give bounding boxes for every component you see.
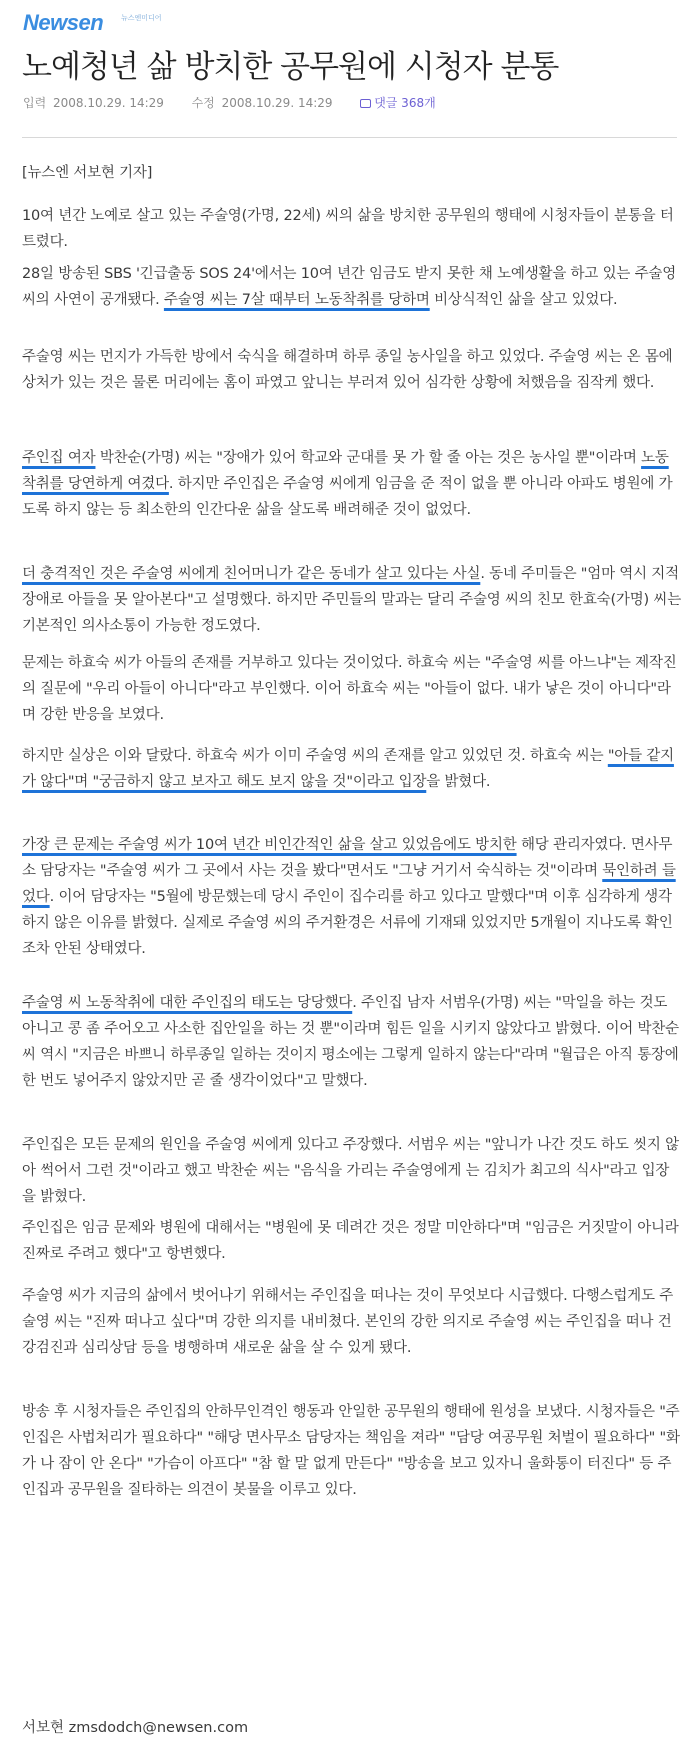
highlighted-text: 더 충격적인 것은 주술영 씨에게 친어머니가 같은 동네가 살고 있다는 사실	[22, 566, 481, 582]
article-meta	[23, 94, 439, 111]
paragraph-text: . 주인집 남자 서범우(가명) 씨는 "막일을 하는 것도 아니고 콩 좀 주어오고 사소한 집안일을 하는 것 뿐"이라며 힘든 일을 시키지 않았다고 밝혔다. 이어 박찬순 씨 역시 "지금은 바쁘니 하루종일 일하는 것이지 평소에는 그렇게 일하지 않는다"라며 "월급은 아직 통장에 한 번도 넣어주지 않았지만 곧 줄 생각이었다"고 말했다.	[22, 995, 679, 1089]
article-paragraph	[22, 1215, 682, 1267]
paragraph-text: 박찬순(가명) 씨는 "장애가 있어 학교와 군대를 못 가 할 줄 아는 것은 농사일 뿐"이라며	[95, 450, 642, 466]
paragraph-text: 주인집은 모든 문제의 원인을 주술영 씨에게 있다고 주장했다. 서범우 씨는 "앞니가 나간 것도 하도 씻지 않아 썩어서 그런 것"이라고 했고 박찬순 씨는 "음식을 가리는 주술영에게 는 김치가 최고의 식사"라고 입장을 밝혔다.	[22, 1137, 679, 1205]
highlighted-text: 주술영 씨 노동착취에 대한 주인집의 태도는 당당했다	[22, 995, 353, 1011]
paragraph-text: 비상식적인 삶을 살고 있었다.	[429, 292, 618, 308]
comments-count: 댓글 368개	[374, 96, 436, 110]
article-paragraph	[22, 344, 682, 396]
paragraph-text: 주술영 씨가 지금의 삶에서 벗어나기 위해서는 주인집을 떠나는 것이 무엇보다 시급했다. 다행스럽게도 주술영 씨는 "진짜 떠나고 싶다"며 강한 의지를 내비쳤다. 본인의 강한 의지로 주술영 씨는 주인집을 떠나 건강검진과 심리상담 등을 병행하며 새로운 삶을 살 수 있게 됐다.	[22, 1288, 674, 1356]
paragraph-text: . 하지만 주인집은 주술영 씨에게 임금을 준 적이 없을 뿐 아니라 아파도 병원에 가도록 하지 않는 등 최소한의 인간다운 삶을 살도록 배려해준 것이 없었다.	[22, 476, 673, 518]
highlighted-text: 주인집 여자	[22, 450, 96, 466]
paragraph-text: 주술영 씨는 먼지가 가득한 방에서 숙식을 해결하며 하루 종일 농사일을 하고 있었다. 주술영 씨는 온 몸에 상처가 있는 것은 물론 머리에는 홈이 파였고 앞니는 부러져 있어 심각한 상황에 처했음을 짐작케 했다.	[22, 349, 673, 391]
highlighted-text: 묵인하려 들었다	[22, 863, 676, 905]
paragraph-text: 10여 년간 노예로 살고 있는 주술영(가명, 22세) 씨의 삶을 방치한 공무원의 행태에 시청자들이 분통을 터트렸다.	[22, 208, 674, 250]
article-paragraph	[22, 561, 682, 639]
paragraph-text: 방송 후 시청자들은 주인집의 안하무인격인 행동과 안일한 공무원의 행태에 원성을 보냈다. 시청자들은 "주인집은 사법처리가 필요하다" "해당 면사무소 담당자는 책임을 져라" "담당 여공무원 처벌이 필요하다" "화가 나 잠이 안 온다" "가슴이 아프다" "참 할 말 없게 만든다" "방송을 보고 있자니 울화통이 터진다" 등 주인집과 공무원을 질타하는 의견이 봇물을 이루고 있다.	[22, 1404, 680, 1498]
article-paragraph	[22, 990, 682, 1094]
article-paragraph	[22, 1399, 682, 1503]
reporter-tag: [뉴스엔 서보현 기자]	[22, 165, 153, 181]
paragraph-text: 주인집은 임금 문제와 병원에 대해서는 "병원에 못 데려간 것은 정말 미안하다"며 "임금은 거짓말이 아니라 진짜로 주려고 했다"고 항변했다.	[22, 1220, 679, 1262]
logo-subtext: 뉴스엔미디어	[121, 14, 162, 22]
paragraph-text: 을 밝혔다.	[426, 774, 491, 790]
header-divider	[22, 137, 677, 138]
article-paragraph	[22, 743, 682, 795]
paragraph-text: 해당 관리자였다. 면사무소 담당자는 "주술영 씨가 그 곳에서 사는 것을 봤다"면서도 "그냥 거기서 숙식하는 것"이라며	[22, 837, 673, 879]
paragraph-text: 문제는 하효숙 씨가 아들의 존재를 거부하고 있다는 것이었다. 하효숙 씨는 "주술영 씨를 아느냐"는 제작진의 질문에 "우리 아들이 아니다"라고 부인했다. 이어 하효숙 씨는 "아들이 없다. 내가 낳은 것이 아니다"라며 강한 반응을 보였다.	[22, 655, 677, 723]
article-paragraph	[22, 1132, 682, 1210]
article-paragraph	[22, 650, 682, 728]
comment-icon	[360, 99, 371, 108]
paragraph-text: 하지만 실상은 이와 달랐다. 하효숙 씨가 이미 주술영 씨의 존재를 알고 있었던 것. 하효숙 씨는	[22, 748, 608, 764]
comments-link[interactable]	[360, 96, 439, 110]
article-byline: 서보현 zmsdodch@newsen.com	[22, 1720, 249, 1736]
paragraph-text: 28일 방송된 SBS '긴급출동 SOS 24'에서는 10여 년간 임금도 받지 못한 채 노예생활을 하고 있는 주술영 씨의 사연이 공개됐다.	[22, 266, 677, 308]
input-time: 2008.10.29. 14:29	[53, 96, 164, 110]
article-paragraph	[22, 1283, 682, 1361]
newsen-logo[interactable]	[23, 10, 162, 40]
highlighted-text: "아들 같지가 않다"며 "궁금하지 않고 보자고 해도 보지 않을 것"이라고 입장	[22, 748, 674, 790]
paragraph-text: . 이어 담당자는 "5월에 방문했는데 당시 주인이 집수리를 하고 있다고 말했다"며 이후 심각하게 생각하지 않은 이유를 밝혔다. 실제로 주술영 씨의 주거환경은 서류에 기재돼 있었지만 5개월이 지나도록 확인조차 안된 상태였다.	[22, 889, 673, 957]
article-paragraph	[22, 261, 682, 313]
edit-label: 수정	[191, 96, 215, 110]
article-paragraph	[22, 832, 682, 962]
logo-text: Newsen	[23, 10, 104, 35]
edit-time: 2008.10.29. 14:29	[221, 96, 333, 110]
highlighted-text: 주술영 씨는 7살 때부터 노동착취를 당하며	[163, 292, 430, 308]
highlighted-text: 노동착취를 당연하게 여겼다	[22, 450, 669, 492]
input-label: 입력	[23, 96, 47, 110]
article-paragraph	[22, 445, 682, 523]
highlighted-text: 가장 큰 문제는 주술영 씨가 10여 년간 비인간적인 삶을 살고 있었음에도 방치한	[22, 837, 517, 853]
paragraph-text: . 동네 주미들은 "엄마 역시 지적장애로 아들을 못 알아본다"고 설명했다. 하지만 주민들의 말과는 달리 주술영 씨의 친모 한효숙(가명) 씨는 기본적인 의사소통이 가능한 정도였다.	[22, 566, 682, 634]
article-headline: 노예청년 삶 방치한 공무원에 시청자 분통	[22, 49, 559, 85]
article-paragraph	[22, 203, 682, 255]
